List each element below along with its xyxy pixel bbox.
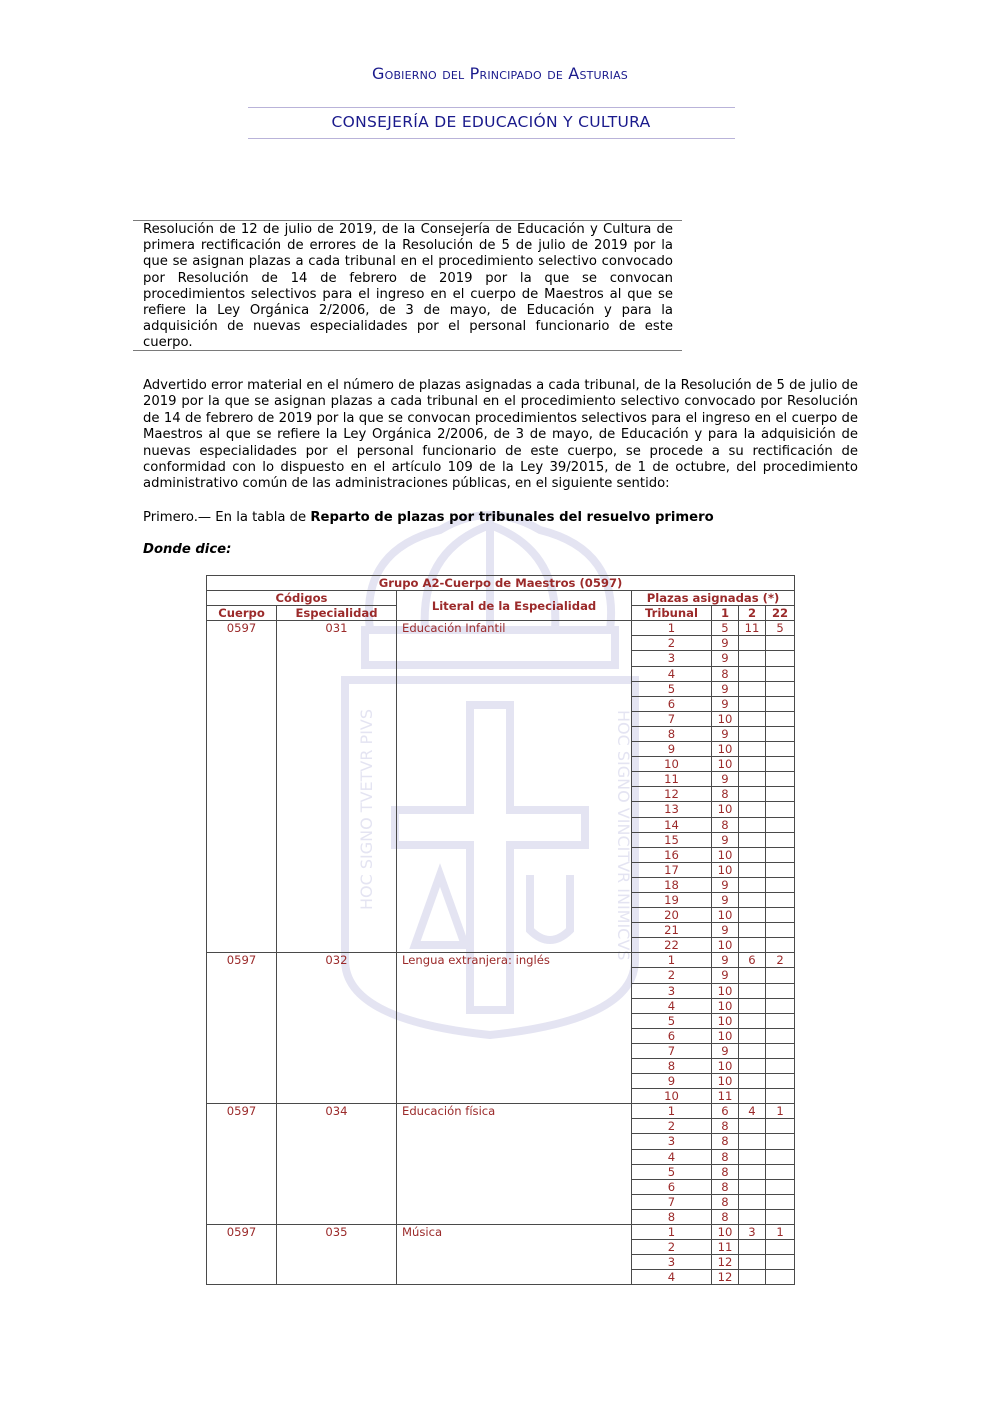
cell-plazas-2 [739, 1194, 766, 1209]
cell-tribunal: 22 [632, 938, 712, 953]
cell-plazas-22 [766, 742, 795, 757]
cell-plazas-2 [739, 1013, 766, 1028]
cell-plazas-1: 10 [712, 1013, 739, 1028]
header-col-22: 22 [766, 606, 795, 621]
cell-plazas-22 [766, 1149, 795, 1164]
cell-tribunal: 2 [632, 636, 712, 651]
cell-plazas-22: 5 [766, 621, 795, 636]
cell-tribunal: 16 [632, 847, 712, 862]
cell-especialidad: 032 [277, 953, 397, 1104]
header-department-title: CONSEJERÍA DE EDUCACIÓN Y CULTURA [331, 113, 651, 131]
cell-plazas-22 [766, 968, 795, 983]
cell-plazas-2: 4 [739, 1104, 766, 1119]
cell-plazas-1: 8 [712, 1164, 739, 1179]
cell-plazas-1: 8 [712, 787, 739, 802]
cell-plazas-1: 8 [712, 1194, 739, 1209]
cell-plazas-1: 8 [712, 1179, 739, 1194]
cell-plazas-2 [739, 983, 766, 998]
cell-plazas-22 [766, 726, 795, 741]
cell-plazas-1: 5 [712, 621, 739, 636]
cell-plazas-2 [739, 1028, 766, 1043]
cell-tribunal: 1 [632, 1225, 712, 1240]
cell-plazas-1: 10 [712, 1225, 739, 1240]
cell-especialidad: 031 [277, 621, 397, 953]
cell-plazas-22 [766, 666, 795, 681]
cell-plazas-1: 10 [712, 998, 739, 1013]
cell-plazas-1: 9 [712, 636, 739, 651]
cell-plazas-1: 8 [712, 1149, 739, 1164]
cell-plazas-22 [766, 1209, 795, 1224]
resolution-title-box [133, 220, 682, 351]
cell-plazas-22 [766, 892, 795, 907]
cell-plazas-22 [766, 983, 795, 998]
cell-plazas-1: 9 [712, 681, 739, 696]
cell-plazas-2 [739, 1179, 766, 1194]
cell-especialidad: 034 [277, 1104, 397, 1225]
motto-right: HOC SIGNO VINCITVR INIMICVS [614, 710, 633, 961]
cell-literal: Lengua extranjera: inglés [397, 953, 632, 1104]
cell-plazas-2 [739, 1119, 766, 1134]
header-tribunal: Tribunal [632, 606, 712, 621]
cell-tribunal: 4 [632, 1270, 712, 1285]
cell-plazas-2 [739, 802, 766, 817]
cell-tribunal: 17 [632, 862, 712, 877]
cell-plazas-1: 8 [712, 1134, 739, 1149]
table-row [207, 1225, 795, 1240]
group-title: Grupo A2-Cuerpo de Maestros (0597) [207, 576, 795, 591]
cell-tribunal: 1 [632, 621, 712, 636]
cell-tribunal: 4 [632, 998, 712, 1013]
cell-plazas-22 [766, 923, 795, 938]
cell-tribunal: 2 [632, 968, 712, 983]
cell-plazas-2 [739, 877, 766, 892]
header-col-1: 1 [712, 606, 739, 621]
cell-plazas-22 [766, 1028, 795, 1043]
header-col-2: 2 [739, 606, 766, 621]
table-row [207, 1104, 795, 1119]
cell-literal: Educación física [397, 1104, 632, 1225]
cell-tribunal: 3 [632, 1134, 712, 1149]
cell-plazas-1: 9 [712, 923, 739, 938]
cell-plazas-1: 8 [712, 1119, 739, 1134]
header-plazas: Plazas asignadas (*) [632, 591, 795, 606]
cell-plazas-2 [739, 817, 766, 832]
cell-plazas-22 [766, 1059, 795, 1074]
cell-plazas-1: 10 [712, 847, 739, 862]
cell-plazas-1: 10 [712, 757, 739, 772]
cell-plazas-22 [766, 877, 795, 892]
motto-left: HOC SIGNO TVETVR PIVS [357, 708, 376, 910]
cell-plazas-1: 10 [712, 802, 739, 817]
cell-tribunal: 19 [632, 892, 712, 907]
cell-tribunal: 3 [632, 1255, 712, 1270]
cell-plazas-22 [766, 802, 795, 817]
cell-plazas-2 [739, 1164, 766, 1179]
header-literal: Literal de la Especialidad [397, 591, 632, 621]
cell-plazas-22 [766, 696, 795, 711]
cell-plazas-1: 10 [712, 862, 739, 877]
cell-plazas-1: 10 [712, 742, 739, 757]
cell-plazas-2 [739, 1059, 766, 1074]
cell-plazas-2 [739, 1043, 766, 1058]
cell-plazas-2 [739, 726, 766, 741]
cell-plazas-2 [739, 998, 766, 1013]
cell-plazas-22 [766, 1119, 795, 1134]
cell-plazas-1: 9 [712, 772, 739, 787]
cell-plazas-22 [766, 1255, 795, 1270]
cell-cuerpo: 0597 [207, 1104, 277, 1225]
cell-tribunal: 4 [632, 1149, 712, 1164]
cell-tribunal: 8 [632, 726, 712, 741]
cell-plazas-2 [739, 968, 766, 983]
table-row [207, 621, 795, 636]
cell-plazas-2 [739, 862, 766, 877]
cell-plazas-2 [739, 1270, 766, 1285]
cell-plazas-22: 1 [766, 1104, 795, 1119]
cell-tribunal: 7 [632, 1043, 712, 1058]
cell-plazas-22 [766, 817, 795, 832]
cell-plazas-1: 9 [712, 832, 739, 847]
cell-plazas-22 [766, 1043, 795, 1058]
cell-tribunal: 4 [632, 666, 712, 681]
cell-plazas-2: 3 [739, 1225, 766, 1240]
header-rule-bottom [248, 138, 735, 139]
cell-especialidad: 035 [277, 1225, 397, 1285]
cell-literal: Educación Infantil [397, 621, 632, 953]
plazas-table [206, 575, 795, 1285]
cell-tribunal: 6 [632, 696, 712, 711]
cell-plazas-2 [739, 1134, 766, 1149]
cell-tribunal: 21 [632, 923, 712, 938]
resolution-title: Resolución de 12 de julio de 2019, de la Consejería de Educación y Cultura de primera rectificación de errores de la Resolución de 5 de julio de 2019 por la que se asignan plazas a cada tribunal en el procedimiento selectivo convocado por Resolución de 14 de febrero de 2019 por la que se convocan procedimientos selectivos para el ingreso en el cuerpo de Maestros al que se refiere la Ley Orgánica 2/2006, de 3 de mayo, de Educación y para la adquisición de nuevas especialidades por el personal funcionario de este cuerpo. [143, 222, 673, 351]
cell-plazas-2 [739, 923, 766, 938]
cell-tribunal: 20 [632, 908, 712, 923]
cell-plazas-1: 8 [712, 666, 739, 681]
cell-cuerpo: 0597 [207, 621, 277, 953]
cell-tribunal: 5 [632, 1013, 712, 1028]
cell-tribunal: 1 [632, 953, 712, 968]
cell-literal: Música [397, 1225, 632, 1285]
cell-plazas-1: 6 [712, 1104, 739, 1119]
cell-plazas-2 [739, 908, 766, 923]
cell-tribunal: 18 [632, 877, 712, 892]
cell-plazas-22 [766, 1270, 795, 1285]
cell-plazas-1: 9 [712, 726, 739, 741]
cell-tribunal: 9 [632, 742, 712, 757]
cell-plazas-1: 9 [712, 651, 739, 666]
cell-plazas-22 [766, 862, 795, 877]
body-paragraph: Advertido error material en el número de plazas asignadas a cada tribunal, de la Resolución de 5 de julio de 2019 por la que se asignan plazas a cada tribunal en el procedimiento selectivo convocado por Resolución de 14 de febrero de 2019 por la que se convocan procedimientos selectivos para el ingreso en el cuerpo de Maestros al que se refiere la Ley Orgánica 2/2006, de 3 de mayo, de Educación y para la adquisición de nuevas especialidades por el personal funcionario de este cuerpo, se procede a su rectificación de conformidad con lo dispuesto en el artículo 109 de la Ley 39/2015, de 1 de octubre, del procedimiento administrativo común de las administraciones públicas, en el siguiente sentido: [143, 378, 858, 492]
cell-tribunal: 3 [632, 651, 712, 666]
cell-tribunal: 14 [632, 817, 712, 832]
cell-tribunal: 13 [632, 802, 712, 817]
cell-plazas-1: 10 [712, 983, 739, 998]
primero-prefix: Primero.— En la tabla de [143, 510, 311, 525]
cell-plazas-2: 6 [739, 953, 766, 968]
donde-dice-label: Donde dice: [143, 542, 232, 557]
cell-plazas-1: 10 [712, 711, 739, 726]
cell-plazas-2 [739, 757, 766, 772]
header-codigos: Códigos [207, 591, 397, 606]
cell-plazas-1: 11 [712, 1089, 739, 1104]
cell-plazas-22 [766, 711, 795, 726]
cell-plazas-2 [739, 1255, 766, 1270]
cell-plazas-22 [766, 847, 795, 862]
cell-plazas-2 [739, 787, 766, 802]
cell-plazas-22 [766, 1164, 795, 1179]
cell-plazas-22 [766, 1240, 795, 1255]
cell-plazas-22 [766, 1179, 795, 1194]
cell-tribunal: 6 [632, 1028, 712, 1043]
cell-tribunal: 2 [632, 1240, 712, 1255]
cell-plazas-1: 12 [712, 1255, 739, 1270]
cell-tribunal: 15 [632, 832, 712, 847]
cell-plazas-1: 8 [712, 1209, 739, 1224]
cell-plazas-22: 2 [766, 953, 795, 968]
cell-plazas-22 [766, 1134, 795, 1149]
cell-plazas-2 [739, 832, 766, 847]
cell-plazas-1: 9 [712, 1043, 739, 1058]
cell-plazas-1: 10 [712, 1028, 739, 1043]
cell-plazas-2: 11 [739, 621, 766, 636]
cell-plazas-1: 10 [712, 938, 739, 953]
cell-tribunal: 11 [632, 772, 712, 787]
cell-plazas-22: 1 [766, 1225, 795, 1240]
cell-tribunal: 6 [632, 1179, 712, 1194]
cell-plazas-2 [739, 666, 766, 681]
cell-tribunal: 8 [632, 1059, 712, 1074]
header-cuerpo: Cuerpo [207, 606, 277, 621]
cell-tribunal: 9 [632, 1074, 712, 1089]
cell-plazas-2 [739, 1240, 766, 1255]
cell-plazas-2 [739, 1074, 766, 1089]
cell-plazas-1: 10 [712, 1059, 739, 1074]
cell-plazas-1: 10 [712, 1074, 739, 1089]
cell-plazas-2 [739, 1089, 766, 1104]
header-especialidad: Especialidad [277, 606, 397, 621]
cell-plazas-22 [766, 908, 795, 923]
cell-tribunal: 1 [632, 1104, 712, 1119]
cell-plazas-22 [766, 938, 795, 953]
cell-plazas-2 [739, 1149, 766, 1164]
cell-plazas-2 [739, 772, 766, 787]
cell-plazas-22 [766, 1074, 795, 1089]
cell-plazas-22 [766, 1013, 795, 1028]
cell-tribunal: 3 [632, 983, 712, 998]
cell-tribunal: 10 [632, 757, 712, 772]
cell-plazas-2 [739, 681, 766, 696]
cell-tribunal: 2 [632, 1119, 712, 1134]
cell-tribunal: 10 [632, 1089, 712, 1104]
cell-plazas-22 [766, 772, 795, 787]
cell-plazas-2 [739, 742, 766, 757]
cell-plazas-22 [766, 681, 795, 696]
cell-tribunal: 12 [632, 787, 712, 802]
header-government-title: Gobierno del Principado de Asturias [371, 64, 628, 83]
cell-plazas-1: 9 [712, 696, 739, 711]
cell-plazas-2 [739, 651, 766, 666]
cell-plazas-2 [739, 711, 766, 726]
cell-plazas-2 [739, 696, 766, 711]
cell-plazas-1: 9 [712, 968, 739, 983]
cell-tribunal: 7 [632, 1194, 712, 1209]
cell-plazas-1: 11 [712, 1240, 739, 1255]
cell-plazas-22 [766, 651, 795, 666]
cell-tribunal: 5 [632, 681, 712, 696]
cell-tribunal: 8 [632, 1209, 712, 1224]
cell-plazas-22 [766, 636, 795, 651]
primero-bold: Reparto de plazas por tribunales del resuelvo primero [310, 510, 714, 525]
cell-plazas-1: 9 [712, 892, 739, 907]
header-rule-top [248, 107, 735, 108]
cell-plazas-1: 12 [712, 1270, 739, 1285]
cell-cuerpo: 0597 [207, 953, 277, 1104]
cell-plazas-22 [766, 787, 795, 802]
cell-cuerpo: 0597 [207, 1225, 277, 1285]
cell-tribunal: 7 [632, 711, 712, 726]
cell-tribunal: 5 [632, 1164, 712, 1179]
cell-plazas-2 [739, 636, 766, 651]
cell-plazas-1: 9 [712, 953, 739, 968]
primero-line [143, 510, 714, 525]
cell-plazas-1: 8 [712, 817, 739, 832]
cell-plazas-22 [766, 832, 795, 847]
cell-plazas-2 [739, 847, 766, 862]
cell-plazas-22 [766, 1194, 795, 1209]
table-row [207, 953, 795, 968]
cell-plazas-22 [766, 998, 795, 1013]
cell-plazas-1: 10 [712, 908, 739, 923]
cell-plazas-2 [739, 938, 766, 953]
cell-plazas-2 [739, 1209, 766, 1224]
cell-plazas-2 [739, 892, 766, 907]
cell-plazas-22 [766, 757, 795, 772]
cell-plazas-1: 9 [712, 877, 739, 892]
cell-plazas-22 [766, 1089, 795, 1104]
